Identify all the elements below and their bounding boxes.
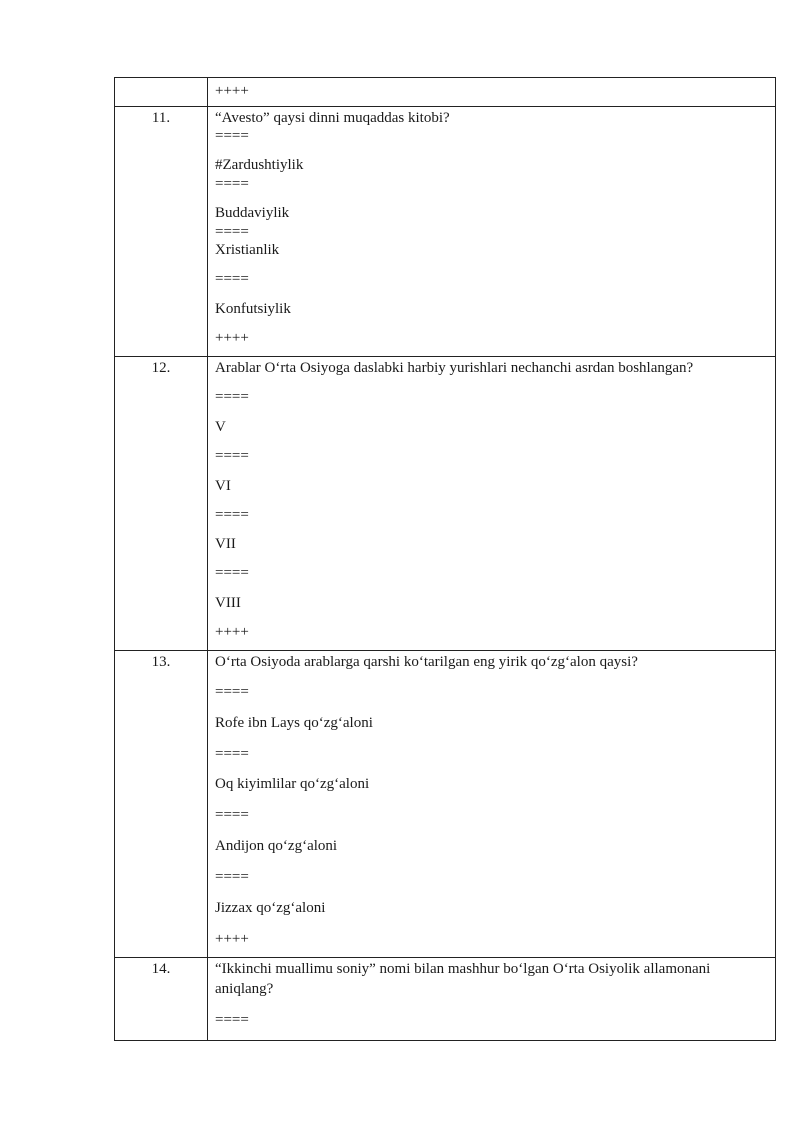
separator-equals: ====	[215, 271, 249, 287]
separator-equals: ====	[215, 565, 249, 581]
answer-option: VI	[215, 478, 231, 494]
table-row	[114, 106, 776, 356]
question-number: 13.	[151, 654, 171, 670]
table-row	[114, 650, 776, 957]
answer-option: VIII	[215, 595, 241, 611]
answer-option: Xristianlik	[215, 242, 280, 258]
separator-equals: ====	[215, 389, 249, 405]
separator-equals: ====	[215, 176, 249, 192]
table-row	[114, 77, 776, 106]
separator-equals: ====	[215, 807, 249, 823]
separator-plus: ++++	[215, 624, 249, 640]
question-number-cell	[115, 357, 208, 650]
separator-plus: ++++	[215, 83, 249, 99]
separator-equals: ====	[215, 224, 249, 240]
question-number-cell	[115, 651, 208, 957]
question-text: Arablar O‘rta Osiyoga daslabki harbiy yurishlari nechanchi asrdan boshlangan?	[215, 360, 694, 376]
separator-equals: ====	[215, 1012, 249, 1028]
question-number: 12.	[151, 360, 171, 376]
separator-equals: ====	[215, 746, 249, 762]
answer-option: Buddaviylik	[215, 205, 290, 221]
separator-equals: ====	[215, 684, 249, 700]
separator-equals: ====	[215, 448, 249, 464]
separator-equals: ====	[215, 128, 249, 144]
answer-option: Oq kiyimlilar qo‘zg‘aloni	[215, 776, 370, 792]
table-row	[114, 957, 776, 1041]
answer-option: Andijon qo‘zg‘aloni	[215, 838, 338, 854]
question-number-cell	[115, 107, 208, 356]
question-text: “Ikkinchi muallimu soniy” nomi bilan mashhur bo‘lgan O‘rta Osiyolik allamonani aniqlang?	[215, 961, 711, 997]
separator-equals: ====	[215, 869, 249, 885]
separator-plus: ++++	[215, 330, 249, 346]
question-number: 14.	[151, 961, 171, 977]
answer-option: Konfutsiylik	[215, 301, 291, 317]
question-number: 11.	[151, 110, 171, 126]
question-text: O‘rta Osiyoda arablarga qarshi ko‘tarilgan eng yirik qo‘zg‘alon qaysi?	[215, 654, 638, 670]
answer-option: Rofe ibn Lays qo‘zg‘aloni	[215, 715, 373, 731]
answer-option: Jizzax qo‘zg‘aloni	[215, 900, 326, 916]
separator-equals: ====	[215, 507, 249, 523]
question-number-cell	[115, 78, 208, 106]
table-row	[114, 356, 776, 650]
question-text: “Avesto” qaysi dinni muqaddas kitobi?	[215, 110, 450, 126]
answer-option: VII	[215, 536, 236, 552]
answer-option: V	[215, 419, 226, 435]
answer-option-correct: #Zardushtiylik	[215, 157, 304, 173]
separator-plus: ++++	[215, 931, 249, 947]
question-number-cell	[115, 958, 208, 1040]
